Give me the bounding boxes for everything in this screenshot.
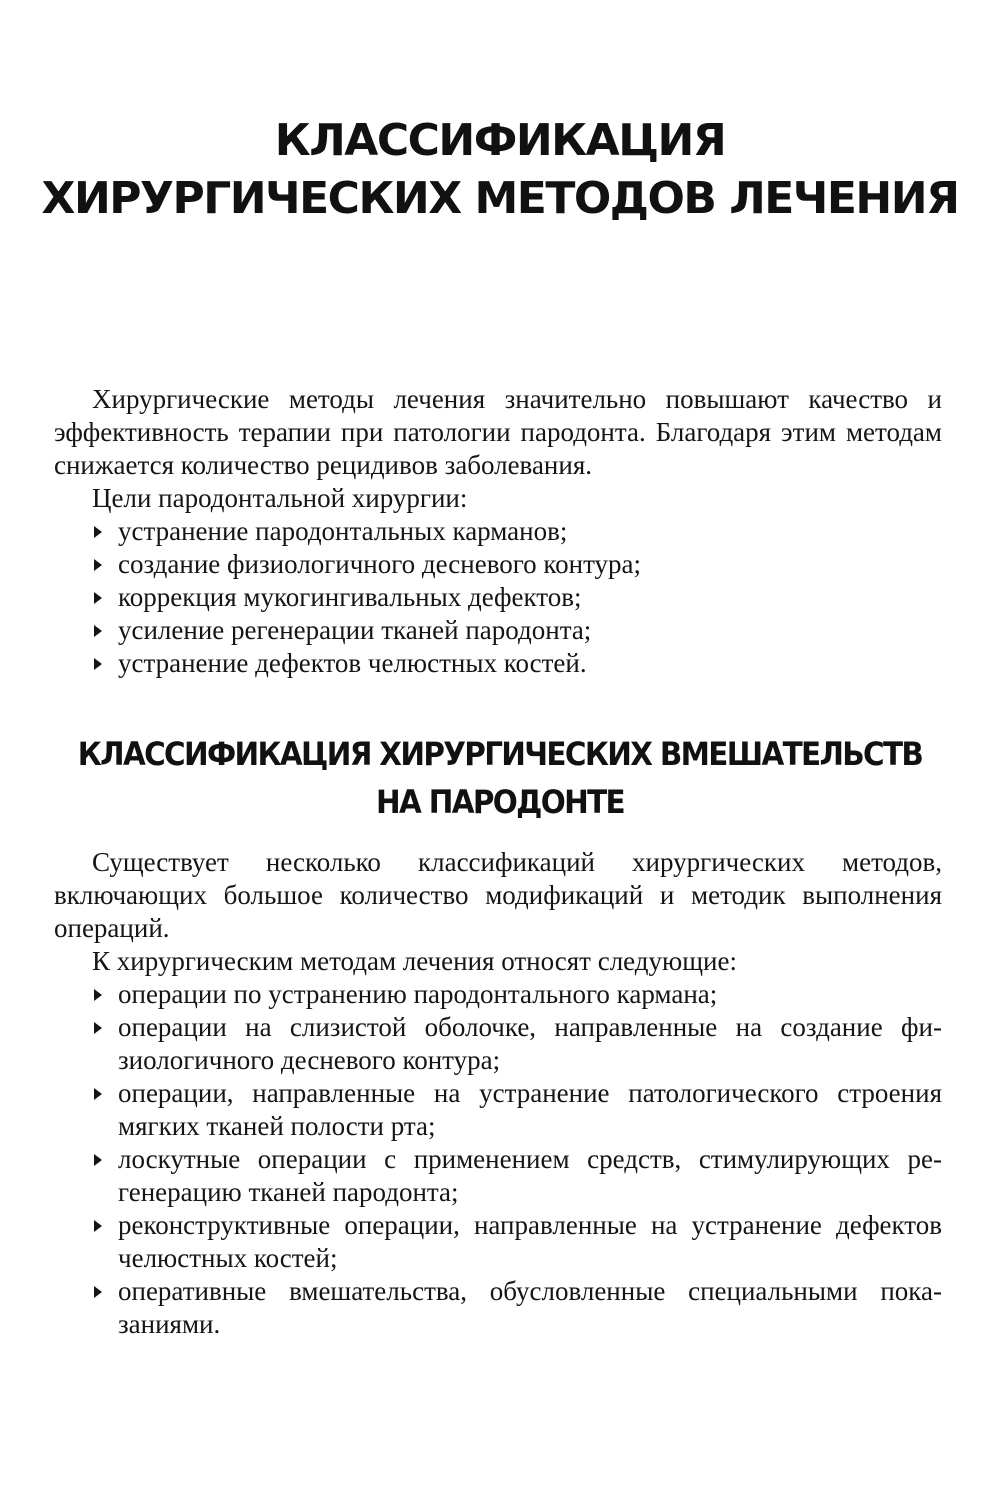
section-title-line-1: КЛАССИФИКАЦИЯ ХИРУРГИЧЕСКИХ ВМЕШАТЕЛЬСТВ [77,735,923,773]
triangle-bullet-icon [94,526,102,538]
list-item [54,978,942,1011]
chapter-title [0,112,1000,228]
list-item-text: операции на слизистой оболочке, направленные на создание физиологичного десневого контура; [118,1012,942,1075]
list-item [54,581,942,614]
list-item-text: усиление регенерации тканей пародонта; [118,615,592,645]
list-item [54,515,942,548]
list-item [54,548,942,581]
triangle-bullet-icon [94,1154,102,1166]
list-item-text: коррекция мукогингивальных дефектов; [118,582,582,612]
list-item [54,647,942,680]
triangle-bullet-icon [94,625,102,637]
list-item-text: операции, направленные на устранение патологического строения мягких тканей полости рта; [118,1078,942,1141]
list-item [54,614,942,647]
list-item-text: операции по устранению пародонтального кармана; [118,979,718,1009]
list-item [54,1209,942,1275]
list-item-text: оперативные вмешательства, обусловленные специальными показаниями. [118,1276,942,1339]
chapter-title-line-1: КЛАССИФИКАЦИЯ [274,115,726,166]
list-item [54,1143,942,1209]
list-item-text: создание физиологичного десневого контура; [118,549,642,579]
list-item-text: реконструктивные операции, направленные на устранение дефектов челюстных костей; [118,1210,942,1273]
triangle-bullet-icon [94,1286,102,1298]
section-block [54,846,942,1341]
intro-block [54,383,942,680]
goals-lead: Цели пародонтальной хирургии: [92,483,468,513]
list-item [54,1011,942,1077]
list-item [54,1077,942,1143]
triangle-bullet-icon [94,1088,102,1100]
methods-list [54,978,942,1341]
chapter-title-line-2: ХИРУРГИЧЕСКИХ МЕТОДОВ ЛЕЧЕНИЯ [41,173,959,224]
section-title [40,730,960,826]
triangle-bullet-icon [94,592,102,604]
triangle-bullet-icon [94,989,102,1001]
triangle-bullet-icon [94,1220,102,1232]
section-paragraph: Существует несколько классификаций хирургических методов, включающих большое количество модификаций и методик выполнения операций. [54,847,942,943]
section-title-line-2: НА ПАРОДОНТЕ [376,783,624,821]
goals-list [54,515,942,680]
triangle-bullet-icon [94,1022,102,1034]
triangle-bullet-icon [94,658,102,670]
list-item-text: устранение пародонтальных карманов; [118,516,568,546]
list-item-text: лоскутные операции с применением средств, стимулирующих регенерацию тканей пародонта; [118,1144,942,1207]
intro-paragraph: Хирургические методы лечения значительно повышают качество и эффективность терапии при патологии пародонта. Благодаря этим методам снижается количество рецидивов заболевания. [54,384,942,480]
list-item [54,1275,942,1341]
list-item-text: устранение дефектов челюстных костей. [118,648,587,678]
triangle-bullet-icon [94,559,102,571]
methods-lead: К хирургическим методам лечения относят следующие: [92,946,737,976]
